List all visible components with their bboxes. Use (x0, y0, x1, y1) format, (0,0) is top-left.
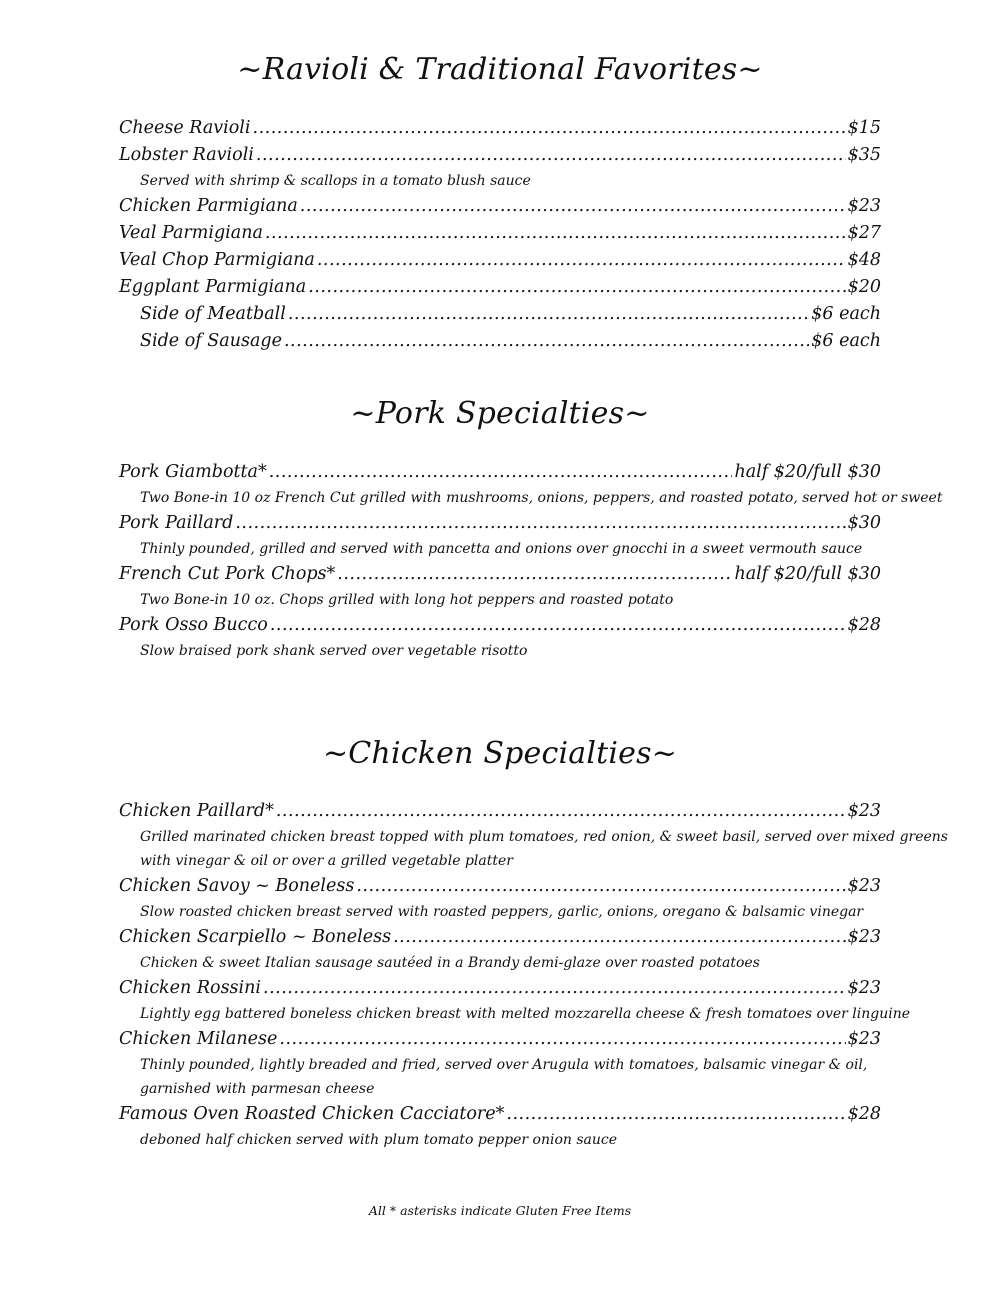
item-price: $6 each (811, 304, 881, 324)
item-description: Lightly egg battered boneless chicken breast with melted mozzarella cheese & fresh tomatoes over linguine (140, 1006, 911, 1022)
item-name: Famous Oven Roasted Chicken Cacciatore* (119, 1104, 505, 1124)
menu-item (119, 459, 881, 486)
dot-leader (276, 798, 846, 825)
dot-leader (256, 142, 846, 169)
section-ravioli (0, 53, 1000, 87)
menu-item (119, 328, 881, 355)
item-name: Chicken Paillard* (119, 801, 274, 821)
item-name: Pork Giambotta* (119, 462, 267, 482)
item-name: Pork Paillard (119, 513, 234, 533)
section-title: ~Chicken Specialties~ (322, 736, 678, 771)
menu-item (119, 561, 881, 588)
item-name: Chicken Scarpiello ~ Boneless (119, 927, 392, 947)
item-description: Two Bone-in 10 oz. Chops grilled with long hot peppers and roasted potato (140, 592, 674, 608)
menu-item (119, 975, 881, 1002)
dot-leader (393, 924, 846, 951)
menu-item (119, 1101, 881, 1128)
item-price: $20 (847, 277, 881, 297)
item-description: Slow roasted chicken breast served with roasted peppers, garlic, onions, oregano & balsamic vinegar (140, 904, 864, 920)
item-name: Pork Osso Bucco (119, 615, 268, 635)
section-title: ~Ravioli & Traditional Favorites~ (237, 52, 763, 87)
item-name: Chicken Rossini (119, 978, 261, 998)
dot-leader (263, 975, 846, 1002)
menu-item (119, 510, 881, 537)
gluten-free-note: All * asterisks indicate Gluten Free Items (368, 1203, 632, 1218)
item-name: Veal Chop Parmigiana (119, 250, 315, 270)
item-price: $23 (847, 801, 881, 821)
item-description: Chicken & sweet Italian sausage sautéed in a Brandy demi-glaze over roasted potatoes (140, 955, 760, 971)
item-description: Slow braised pork shank served over vegetable risotto (140, 643, 528, 659)
dot-leader (356, 873, 845, 900)
menu-item (119, 247, 881, 274)
menu-item (119, 798, 881, 825)
item-price: $23 (847, 927, 881, 947)
ravioli-items (119, 115, 881, 355)
item-description: with vinegar & oil or over a grilled vegetable platter (140, 853, 513, 869)
item-name: Eggplant Parmigiana (119, 277, 307, 297)
dot-leader (317, 247, 846, 274)
item-price: $23 (847, 1029, 881, 1049)
menu-item (119, 873, 881, 900)
dot-leader (337, 561, 732, 588)
menu-item (119, 142, 881, 169)
item-price: $6 each (811, 331, 881, 351)
item-name: Veal Parmigiana (119, 223, 263, 243)
item-description: Thinly pounded, grilled and served with pancetta and onions over gnocchi in a sweet vermouth sauce (140, 541, 863, 557)
item-price: half $20/full $30 (734, 462, 881, 482)
menu-item (119, 924, 881, 951)
item-price: $48 (847, 250, 881, 270)
dot-leader (300, 193, 846, 220)
item-description: Two Bone-in 10 oz French Cut grilled with mushrooms, onions, peppers, and roasted potato, served hot or sweet (140, 490, 943, 506)
menu-item (119, 220, 881, 247)
item-name: Chicken Savoy ~ Boneless (119, 876, 355, 896)
item-description: garnished with parmesan cheese (140, 1081, 375, 1097)
dot-leader (506, 1101, 845, 1128)
menu-item (119, 612, 881, 639)
dot-leader (284, 328, 809, 355)
section-chicken (0, 737, 1000, 771)
item-name: Chicken Milanese (119, 1029, 278, 1049)
item-price: $23 (847, 876, 881, 896)
menu-item (119, 301, 881, 328)
dot-leader (235, 510, 845, 537)
section-pork (0, 397, 1000, 431)
item-price: $28 (847, 615, 881, 635)
dot-leader (279, 1026, 845, 1053)
item-name: Lobster Ravioli (119, 145, 254, 165)
item-name: Chicken Parmigiana (119, 196, 298, 216)
menu-item (119, 193, 881, 220)
item-description: Grilled marinated chicken breast topped with plum tomatoes, red onion, & sweet basil, served over mixed greens (140, 829, 948, 845)
item-price: $15 (847, 118, 881, 138)
item-name: French Cut Pork Chops* (119, 564, 336, 584)
dot-leader (270, 612, 846, 639)
item-description: Served with shrimp & scallops in a tomato blush sauce (140, 173, 531, 189)
item-price: $30 (847, 513, 881, 533)
item-price: half $20/full $30 (734, 564, 881, 584)
item-name: Side of Sausage (140, 331, 282, 351)
section-title: ~Pork Specialties~ (350, 396, 650, 431)
menu-item (119, 115, 881, 142)
item-name: Cheese Ravioli (119, 118, 251, 138)
chicken-items (119, 798, 948, 1152)
menu-item (119, 274, 881, 301)
dot-leader (308, 274, 845, 301)
item-price: $23 (847, 978, 881, 998)
menu-item (119, 1026, 881, 1053)
pork-items (119, 459, 943, 663)
item-description: Thinly pounded, lightly breaded and fried, served over Arugula with tomatoes, balsamic vinegar & oil, (140, 1057, 868, 1073)
dot-leader (265, 220, 846, 247)
item-name: Side of Meatball (140, 304, 286, 324)
dot-leader (253, 115, 846, 142)
item-price: $28 (847, 1104, 881, 1124)
dot-leader (288, 301, 809, 328)
dot-leader (269, 459, 733, 486)
item-price: $23 (847, 196, 881, 216)
item-price: $27 (847, 223, 881, 243)
item-price: $35 (847, 145, 881, 165)
item-description: deboned half chicken served with plum tomato pepper onion sauce (140, 1132, 618, 1148)
